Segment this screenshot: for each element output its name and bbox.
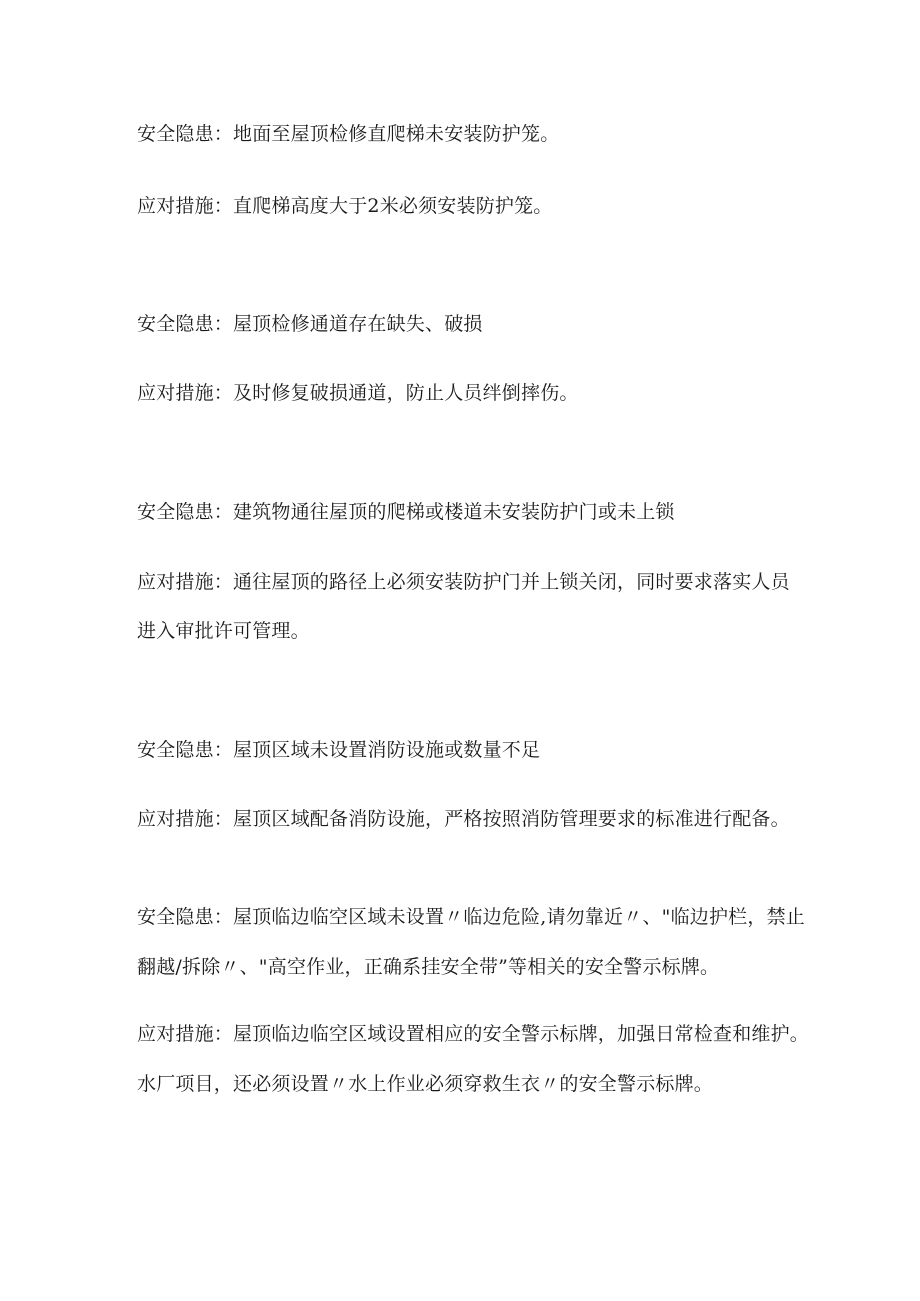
hazard-line: 安全隐患：建筑物通往屋顶的爬梯或楼道未安装防护门或未上锁 [137, 501, 675, 523]
measure-line-continued: 进入审批许可管理。 [137, 620, 310, 642]
measure-line: 应对措施：通往屋顶的路径上必须安装防护门并上锁关闭，同时要求落实人员 [137, 571, 790, 593]
measure-line-continued: 水厂项目，还必须设置〃水上作业必须穿救生衣〃的安全警示标牌。 [137, 1073, 714, 1095]
measure-line: 应对措施：直爬梯高度大于2米必须安装防护笼。 [137, 195, 553, 217]
hazard-line: 安全隐患：屋顶检修通道存在缺失、破损 [137, 313, 483, 335]
measure-line: 应对措施：屋顶区域配备消防设施，严格按照消防管理要求的标准进行配备。 [137, 808, 790, 830]
hazard-line-continued: 翻越/拆除〃、"高空作业，正确系挂安全带”等相关的安全警示标牌。 [137, 956, 720, 978]
hazard-line: 安全隐患：地面至屋顶检修直爬梯未安装防护笼。 [137, 123, 560, 145]
measure-line: 应对措施：及时修复破损通道，防止人员绊倒摔伤。 [137, 382, 579, 404]
hazard-line: 安全隐患：屋顶区域未设置消防设施或数量不足 [137, 739, 541, 761]
measure-line: 应对措施：屋顶临边临空区域设置相应的安全警示标牌，加强日常检查和维护。 [137, 1023, 810, 1045]
hazard-line: 安全隐患：屋顶临边临空区域未设置〃临边危险,请勿靠近〃、"临边护栏，禁止 [137, 906, 805, 928]
